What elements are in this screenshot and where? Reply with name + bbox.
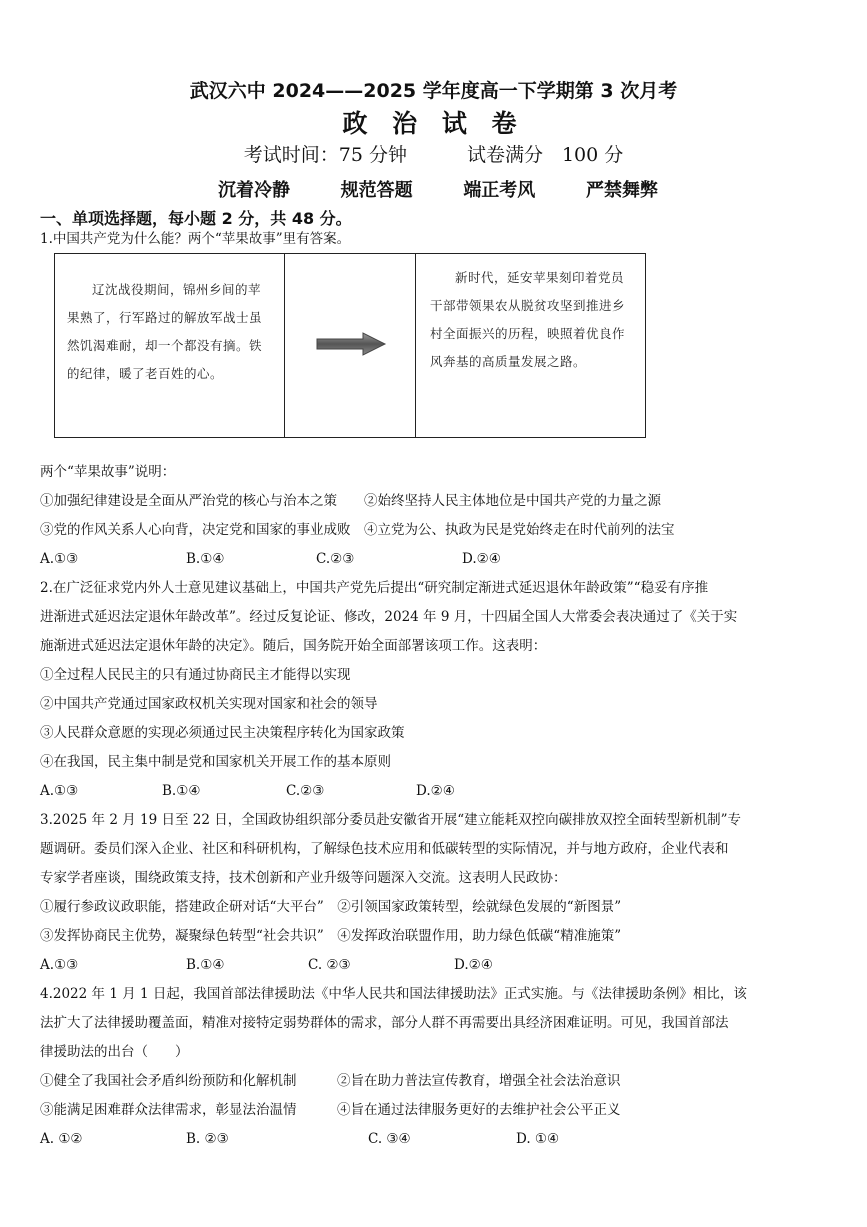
exam-time: 考试时间：75 分钟 <box>243 144 407 166</box>
q4-stem-line: 4.2022 年 1 月 1 日起，我国首部法律援助法《中华人民共和国法律援助法》正式实施。与《法律援助条例》相比，该 <box>40 986 747 1002</box>
option-c[interactable]: C.②③ <box>316 551 355 567</box>
q4-options <box>40 1129 559 1149</box>
q1-statement-row: ①加强纪律建设是全面从严治党的核心与治本之策 ②始终坚持人民主体地位是中国共产党的力量之源 <box>40 493 661 509</box>
q2-options <box>40 781 455 801</box>
exam-score: 试卷满分 100 分 <box>466 144 624 166</box>
option-d[interactable]: D.②④ <box>454 957 493 973</box>
q4-statement-row: ③能满足困难群众法律需求，彰显法治温情 ④旨在通过法律服务更好的去维护社会公平正义 <box>40 1102 621 1118</box>
q2-statement: ②中国共产党通过国家政权机关实现对国家和社会的领导 <box>40 696 378 712</box>
q1-right-text: 新时代，延安苹果刻印着党员干部带领果农从脱贫攻坚到推进乡村全面振兴的历程，映照着优良作风奔基的高质量发展之路。 <box>430 270 626 369</box>
mottos <box>218 176 658 202</box>
option-d[interactable]: D. ①④ <box>516 1131 560 1147</box>
option-b[interactable]: B.①④ <box>186 957 225 973</box>
q3-options <box>40 955 493 975</box>
option-a[interactable]: A.①③ <box>40 957 79 973</box>
option-c[interactable]: C. ③④ <box>368 1131 411 1147</box>
option-c[interactable]: C. ②③ <box>308 957 351 973</box>
option-a[interactable]: A. ①② <box>40 1131 83 1147</box>
q1-statement-row: ③党的作风关系人心向背，决定党和国家的事业成败 ④立党为公、执政为民是党始终走在时代前列的法宝 <box>40 522 675 538</box>
option-a[interactable]: A.①③ <box>40 783 79 799</box>
q3-stem-line: 3.2025 年 2 月 19 日至 22 日，全国政协组织部分委员赴安徽省开展“建立能耗双控向碳排放双控全面转型新机制”专 <box>40 812 742 828</box>
option-b[interactable]: B.①④ <box>162 783 201 799</box>
section-title: 一、单项选择题，每小题 2 分，共 48 分。 <box>40 209 352 228</box>
q3-stem-line: 专家学者座谈，围绕政策支持，技术创新和产业升级等问题深入交流。这表明人民政协： <box>40 870 567 886</box>
q1-stem: 1.中国共产党为什么能？两个“苹果故事”里有答案。 <box>40 231 351 247</box>
q4-stem-line: 法扩大了法律援助覆盖面，精准对接特定弱势群体的需求，部分人群不再需要出具经济困难证明。可见，我国首部法 <box>40 1015 729 1031</box>
motto: 规范答题 <box>340 180 413 201</box>
option-c[interactable]: C.②③ <box>286 783 325 799</box>
q2-statement: ④在我国，民主集中制是党和国家机关开展工作的基本原则 <box>40 754 391 770</box>
q1-prompt: 两个“苹果故事”说明： <box>40 464 176 480</box>
option-b[interactable]: B.①④ <box>186 551 225 567</box>
q3-stem-line: 题调研。委员们深入企业、社区和科研机构，了解绿色技术应用和低碳转型的实际情况，并与地方政府，企业代表和 <box>40 841 729 857</box>
q3-statement-row: ③发挥协商民主优势，凝聚绿色转型“社会共识” ④发挥政治联盟作用，助力绿色低碳“精准施策” <box>40 928 622 944</box>
option-b[interactable]: B. ②③ <box>186 1131 229 1147</box>
q4-stem-line: 律援助法的出台（ ） <box>40 1044 189 1060</box>
q1-material-right <box>416 254 645 437</box>
q1-left-text: 辽沈战役期间，锦州乡间的苹果熟了，行军路过的解放军战士虽然饥渴难耐，却一个都没有摘。铁的纪律，暖了老百姓的心。 <box>67 282 263 381</box>
option-d[interactable]: D.②④ <box>416 783 455 799</box>
q1-material-left <box>55 254 285 437</box>
q2-stem-line: 进渐进式延迟法定退休年龄改革”。经过反复论证、修改，2024 年 9 月，十四届全国人大常委会表决通过了《关于实 <box>40 609 738 625</box>
motto: 严禁舞弊 <box>585 180 658 201</box>
q2-statement: ③人民群众意愿的实现必须通过民主决策程序转化为国家政策 <box>40 725 405 741</box>
option-d[interactable]: D.②④ <box>462 551 501 567</box>
q2-stem-line: 2.在广泛征求党内外人士意见建议基础上，中国共产党先后提出“研究制定渐进式延迟退休年龄政策”“稳妥有序推 <box>40 580 709 596</box>
option-a[interactable]: A.①③ <box>40 551 79 567</box>
right-arrow-icon <box>315 332 387 356</box>
exam-info <box>0 140 867 167</box>
q1-options <box>40 549 501 569</box>
q1-material-table <box>54 253 646 438</box>
motto: 端正考风 <box>463 180 536 201</box>
q3-statement-row: ①履行参政议政职能，搭建政企研对话“大平台” ②引领国家政策转型，绘就绿色发展的“新图景” <box>40 899 622 915</box>
exam-title: 武汉六中 2024——2025 学年度高一下学期第 3 次月考 <box>189 80 678 102</box>
q4-statement-row: ①健全了我国社会矛盾纠纷预防和化解机制 ②旨在助力普法宣传教育，增强全社会法治意识 <box>40 1073 621 1089</box>
q1-arrow-cell <box>285 254 416 437</box>
q2-stem-line: 施渐进式延迟法定退休年龄的决定》。随后，国务院开始全面部署该项工作。这表明： <box>40 638 547 654</box>
subject-title: 政 治 试 卷 <box>342 109 525 138</box>
motto: 沉着冷静 <box>218 180 290 201</box>
q2-statement: ①全过程人民民主的只有通过协商民主才能得以实现 <box>40 667 351 683</box>
